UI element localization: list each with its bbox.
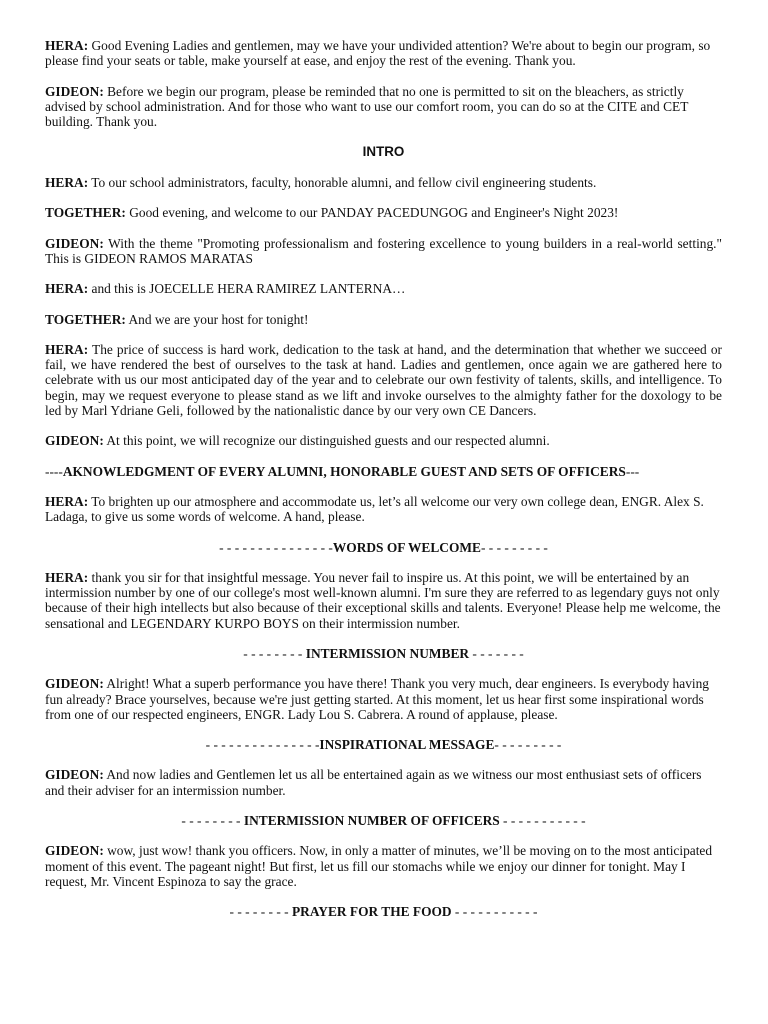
paragraph-text: The price of success is hard work, dedication to the task at hand, and the determination that whether we succeed or fail, we have rendered the best of ourselves to the task at hand. Ladies and gentlemen, once again we are gathered here to celebrate with us our most anticipated day of the year and to celebrate our own festivity of talents, skills, and intelligence. To begin, may we request everyone to please stand as we lift and invoke ourselves to the almighty father for the doxology to be led by Marl Ydriane Geli, followed by the nationalistic dance by our very own CE Dancers. — [45, 341, 722, 418]
paragraph-text: Good evening, and welcome to our PANDAY PACEDUNGOG and Engineer's Night 2023! — [125, 205, 619, 221]
paragraph-text: At this point, we will recognize our distinguished guests and our respected alumni. — [103, 433, 550, 449]
speaker-label: GIDEON: — [45, 843, 104, 859]
script-paragraph — [45, 570, 722, 631]
script-paragraph — [45, 205, 722, 220]
script-paragraph — [45, 175, 722, 190]
divider-dashes: - - - - - - - - - - - - - - - — [205, 737, 320, 753]
divider-dashes: ---- — [45, 463, 63, 479]
section-divider-prayer-for-food — [45, 904, 722, 919]
document-page — [45, 38, 722, 935]
paragraph-text: With the theme "Promoting professionalism and fostering excellence to young builders in a real-world setting." This is GIDEON RAMOS MARATAS — [45, 235, 722, 266]
paragraph-text: Good Evening Ladies and gentlemen, may we have your undivided attention? We're about to begin our program, so please find your seats or table, make yourself at ease, and enjoy the rest of the evening. Thank you. — [45, 38, 711, 69]
paragraph-text: Before we begin our program, please be reminded that no one is permitted to sit on the bleachers, as strictly advised by school administration. And for those who want to use our comfort room, you can do so at the CITE and CET building. Thank you. — [45, 83, 689, 129]
divider-dashes: --- — [625, 463, 640, 479]
divider-label: INTERMISSION NUMBER OF OFFICERS — [243, 813, 500, 829]
section-heading-intro: INTRO — [362, 144, 405, 160]
script-paragraph — [45, 312, 722, 327]
script-paragraph — [45, 38, 722, 68]
speaker-label: GIDEON: — [45, 767, 104, 783]
paragraph-text: wow, just wow! thank you officers. Now, in only a matter of minutes, we’ll be moving on to the most anticipated moment of this event. The pageant night! But first, let us fill our stomachs while we enjoy our dinner for tonight. May I request, Mr. Vincent Espinoza to say the grace. — [45, 843, 713, 889]
speaker-label: HERA: — [45, 174, 89, 190]
speaker-label: HERA: — [45, 341, 89, 357]
paragraph-text: And now ladies and Gentlemen let us all be entertained again as we witness our most enthusiast sets of officers and their adviser for an intermission number. — [45, 767, 702, 798]
divider-dashes: - - - - - - - - — [243, 645, 306, 661]
speaker-label: HERA: — [45, 281, 89, 297]
divider-label: WORDS OF WELCOME — [332, 539, 481, 555]
speaker-label: HERA: — [45, 569, 89, 585]
speaker-label: TOGETHER: — [45, 205, 126, 221]
paragraph-text: To our school administrators, faculty, honorable alumni, and fellow civil engineering students. — [88, 174, 597, 190]
script-paragraph — [45, 84, 722, 130]
script-paragraph — [45, 342, 722, 418]
divider-dashes: - - - - - - - — [469, 645, 524, 661]
divider-dashes: - - - - - - - - - - - - - - - — [219, 539, 333, 555]
section-divider-intermission — [45, 646, 722, 661]
section-divider-inspirational-message — [45, 737, 722, 752]
divider-dashes: - - - - - - - - - - - — [451, 904, 538, 920]
speaker-label: TOGETHER: — [45, 311, 126, 327]
divider-dashes: - - - - - - - - - — [494, 737, 562, 753]
section-divider-words-of-welcome — [45, 540, 722, 555]
speaker-label: HERA: — [45, 38, 89, 53]
speaker-label: HERA: — [45, 493, 89, 509]
divider-dashes: - - - - - - - - - — [480, 539, 548, 555]
divider-dashes: - - - - - - - - - - - — [499, 813, 586, 829]
paragraph-text: To brighten up our atmosphere and accommodate us, let’s all welcome our very own college dean, ENGR. Alex S. Ladaga, to give us some words of welcome. A hand, please. — [45, 493, 704, 525]
script-paragraph — [45, 676, 722, 722]
script-paragraph — [45, 281, 722, 296]
paragraph-text: thank you sir for that insightful message. You never fail to inspire us. At this point, we will be entertained by an intermission number by one of our college's most well-known alumni. I'm sure they are referred to as legendary guys not only because of their high intellects but also because of their exceptional skills and talents. Everyone! Please help me welcome, the sensational and LEGENDARY KURPO BOYS on their intermission number. — [45, 569, 721, 631]
speaker-label: GIDEON: — [45, 235, 104, 251]
divider-label: PRAYER FOR THE FOOD — [291, 904, 452, 920]
divider-dashes: - - - - - - - - — [181, 813, 244, 829]
speaker-label: GIDEON: — [45, 83, 104, 99]
speaker-label: GIDEON: — [45, 433, 104, 449]
script-paragraph — [45, 843, 722, 889]
script-paragraph — [45, 433, 722, 448]
divider-label: INTERMISSION NUMBER — [305, 645, 470, 661]
divider-label: AKNOWLEDGMENT OF EVERY ALUMNI, HONORABLE GUEST AND SETS OF OFFICERS — [62, 463, 626, 479]
divider-label: INSPIRATIONAL MESSAGE — [319, 737, 495, 753]
paragraph-text: and this is JOECELLE HERA RAMIREZ LANTERNA… — [88, 281, 406, 297]
paragraph-text: Alright! What a superb performance you have there! Thank you very much, dear engineers. Is everybody having fun already? Brace yourselves, because we're just getting started. At this moment, let us hear first some inspirational words from one of our respected engineers, ENGR. Lady Lou S. Cabrera. A round of applause, please. — [45, 676, 710, 722]
script-paragraph — [45, 236, 722, 266]
section-divider-officers-intermission — [45, 813, 722, 828]
speaker-label: GIDEON: — [45, 676, 104, 692]
section-divider-acknowledgment — [45, 464, 722, 479]
script-paragraph — [45, 494, 722, 524]
script-paragraph — [45, 767, 722, 797]
paragraph-text: And we are your host for tonight! — [125, 311, 309, 327]
divider-dashes: - - - - - - - - — [229, 904, 292, 920]
